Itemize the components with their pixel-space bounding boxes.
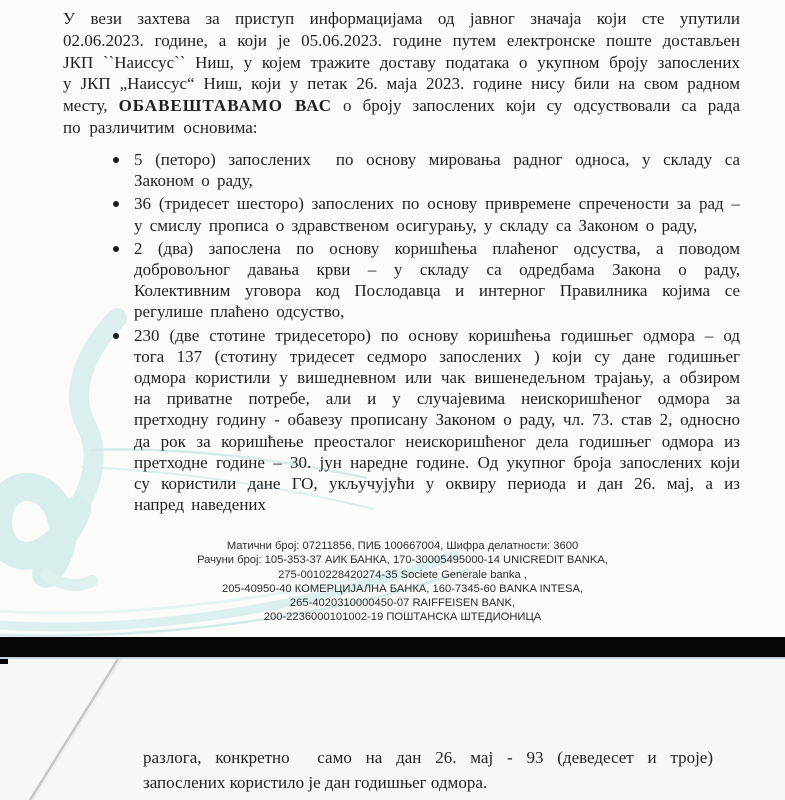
footer-line: 265-4020310000450-07 RAIFFEISEN BANK, (289, 597, 516, 610)
footer-line: Рачуни број: 105-353-37 АИК БАНКА, 170-30005495000-14 UNICREDIT BANKA, (197, 554, 608, 567)
footer-line: 200-2236000101002-19 ПОШТАНСКА ШТЕДИОНИЦА (263, 611, 542, 624)
second-page (0, 659, 785, 800)
list-item-text: 36 (тридесет шесторо) запослених по основу привремене спречености за рад – у смислу прописа о здравственом осигурању, у складу са Законом о раду, (134, 194, 740, 235)
footer-line: 205-40950-40 КОМЕРЦИЈАЛНА БАНКА, 160-7345-60 BANKA INTESA, (221, 582, 584, 595)
list-item-text: 2 (два) запослена по основу коришћења плаћеног одсуства, а поводом добровољног давања крви – у складу са одредбама Закона о раду, Колективним уговора код Послодавца и интерног Правилника којима се регулише плаћено одсуство, (134, 238, 740, 322)
list-item-text: 5 (петоро) запослених по основу мировања радног односа, у складу са Законом о раду, (134, 150, 740, 191)
bullet-dot (113, 246, 119, 252)
intro-paragraph (63, 8, 740, 139)
bullet-dot (113, 157, 119, 163)
page2-line-1: разлога, конкретно само на дан 26. мај - 93 (деведесет и троје) (143, 748, 713, 767)
list-item (63, 193, 740, 235)
list-item (63, 325, 740, 516)
page-divider-bar (0, 637, 785, 659)
footer-line: 275-0010228420274-35 Societe Generale banka , (278, 568, 527, 581)
page2-line-2: запослених користило је дан годишњег одмора. (143, 773, 488, 792)
list-item (63, 149, 740, 191)
bullet-dot (113, 201, 119, 207)
list-item-text: 230 (две стотине тридесеторо) по основу коришћења годишњег одмора – од тога 137 (стотину тридесет седморо запослених ) који су дане годишњег одмора користили у вишедневном или чак вишенедељном трајању, а обзиром на приватне потребе, али и у случајевима неискоришћеног одмора за претходну годину - обавезу прописану Законом о раду, чл. 73. став 2, односно да рок за коришћење преосталог неискоришћеног дела годишњег одмора из претходне године – 30. јун наредне године. Од укупног броја запослених који су користили дане ГО, укључујући у оквиру периода и дан 26. мај, а из напред наведених (134, 325, 740, 515)
absence-reasons-list (63, 149, 740, 517)
intro-bold-notice: ОБАВЕШТАВАМО ВАС (118, 96, 333, 116)
list-item (63, 238, 740, 323)
company-footer (10, 539, 785, 625)
footer-line: Матични број: 07211856, ПИБ 100667004, Шифра делатности: 3600 (226, 540, 579, 552)
intro-text-before: У вези захтева за приступ информацијама од јавног значаја који сте упутили 02.06.2023. године, а који је 05.06.2023. године путем електронске поште достављен ЈКП ``Наиссус`` Ниш, у којем тражите доставу података о укупном броју запослених у ЈКП „Наиссус“ Ниш, који у петак 26. маја 2023. године нису били на свом радном месту, (63, 9, 740, 116)
page-fold-crease (0, 659, 140, 800)
page2-paragraph (143, 745, 713, 795)
bullet-dot (113, 333, 119, 339)
intro-text-after: о броју запослених који су одсуствовали са рада по различитим основима: (63, 96, 740, 137)
